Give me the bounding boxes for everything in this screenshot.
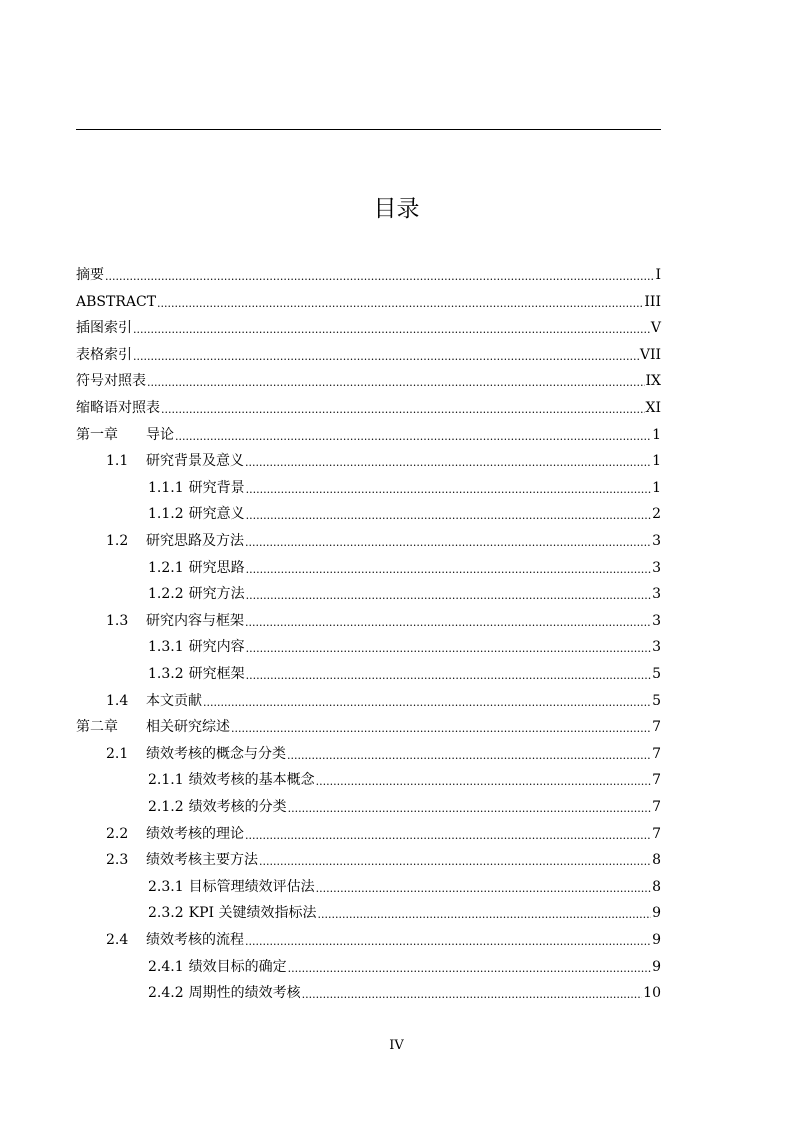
toc-entry[interactable] xyxy=(76,714,661,740)
toc-entry-number: 2.4.2 xyxy=(148,985,184,1002)
toc-entry-page: 8 xyxy=(652,852,661,869)
dot-leader xyxy=(245,448,651,474)
toc-entry[interactable] xyxy=(76,262,661,288)
toc-entry[interactable] xyxy=(148,501,661,527)
toc-entry-title: 绩效考核主要方法 xyxy=(146,852,258,869)
dot-leader xyxy=(203,688,651,714)
toc-entry-title: 绩效目标的确定 xyxy=(188,958,287,975)
dot-leader xyxy=(246,555,651,581)
toc-entry-page: 7 xyxy=(652,799,661,815)
toc-entry[interactable] xyxy=(76,315,661,341)
dot-leader xyxy=(133,342,639,368)
dot-leader xyxy=(157,289,643,315)
toc-entry-title: 研究内容与框架 xyxy=(146,612,244,629)
toc-entry-title: 摘要 xyxy=(76,267,104,283)
toc-entry-number: 1.2.2 xyxy=(148,586,184,603)
dot-leader xyxy=(105,262,654,288)
toc-entry-page: 8 xyxy=(652,878,661,895)
toc-entry-title: 绩效考核的基本概念 xyxy=(188,772,315,789)
toc-entry-title: 研究思路及方法 xyxy=(146,533,244,549)
toc-entry-number: 2.4 xyxy=(106,932,129,948)
toc-entry-number: 1.1.1 xyxy=(148,479,184,496)
toc-entry-title: 表格索引 xyxy=(76,346,132,363)
toc-entry-number: 第一章 xyxy=(76,426,118,443)
toc-entry[interactable] xyxy=(106,741,661,767)
toc-entry-number: 1.1.2 xyxy=(148,506,184,523)
toc-entry[interactable] xyxy=(106,927,661,953)
dot-leader xyxy=(245,528,651,554)
toc-entry[interactable] xyxy=(106,448,661,474)
toc-entry[interactable] xyxy=(148,794,661,820)
toc-entry[interactable] xyxy=(148,767,661,793)
dot-leader xyxy=(288,954,651,980)
toc-entry-number: 2.1.2 xyxy=(148,799,184,815)
toc-entry-number: 1.3.2 xyxy=(148,666,184,682)
toc-entry-title: 研究内容 xyxy=(188,639,245,656)
toc-entry-page: 9 xyxy=(652,932,661,948)
toc-entry-number: 1.4 xyxy=(106,692,129,709)
toc-entry-number: 2.3.2 xyxy=(148,905,184,922)
dot-leader xyxy=(245,821,651,847)
toc-entry-page: 1 xyxy=(652,453,661,470)
toc-entry-title: 研究背景 xyxy=(188,479,245,496)
toc-entry-page: 7 xyxy=(652,772,661,789)
toc-entry[interactable] xyxy=(148,555,661,581)
toc-entry[interactable] xyxy=(148,634,661,660)
page-title: 目录 xyxy=(373,196,420,222)
toc-entry-number: 1.2.1 xyxy=(148,559,184,576)
toc-entry-number: 2.3.1 xyxy=(148,878,184,895)
dot-leader xyxy=(317,900,651,926)
toc-entry[interactable] xyxy=(148,475,661,501)
toc-entry-page: 3 xyxy=(652,612,661,629)
toc-entry[interactable] xyxy=(76,289,661,315)
toc-entry-number: 2.4.1 xyxy=(148,958,184,975)
dot-leader xyxy=(161,395,645,421)
dot-leader xyxy=(316,874,651,900)
dot-leader xyxy=(288,794,651,820)
toc-entry-number: 1.2 xyxy=(106,533,129,549)
toc-entry-number: 1.1 xyxy=(106,453,129,470)
toc-entry[interactable] xyxy=(76,422,661,448)
toc-entry-page: V xyxy=(650,320,661,337)
toc-entry-page: 7 xyxy=(652,745,661,762)
dot-leader xyxy=(133,315,650,341)
toc-entry-title: 绩效考核的分类 xyxy=(188,799,287,815)
dot-leader xyxy=(245,927,651,953)
toc-entry-number: 2.1 xyxy=(106,745,129,762)
toc-entry-number: 1.3 xyxy=(106,612,129,629)
toc-entry-page: 9 xyxy=(652,905,661,922)
toc-entry-title: 研究背景及意义 xyxy=(146,453,244,470)
toc-entry-title: 周期性的绩效考核 xyxy=(188,985,301,1002)
toc-entry-page: 7 xyxy=(652,719,661,736)
toc-entry-page: VII xyxy=(639,346,661,363)
toc-entry-page: IX xyxy=(645,373,661,390)
dot-leader xyxy=(246,501,651,527)
toc-entry-title: 绩效考核的流程 xyxy=(146,932,244,948)
dot-leader xyxy=(245,608,651,634)
toc-entry-page: 5 xyxy=(652,666,661,682)
toc-entry-title: 缩略语对照表 xyxy=(76,400,160,416)
toc-entry-number: 2.2 xyxy=(106,825,129,842)
toc-entry-title: 插图索引 xyxy=(76,320,132,337)
toc-entry[interactable] xyxy=(148,874,661,900)
dot-leader xyxy=(259,847,651,873)
toc-entry-page: XI xyxy=(645,400,661,416)
toc-entry[interactable] xyxy=(148,980,661,1006)
dot-leader xyxy=(287,741,651,767)
toc-entry-page: 3 xyxy=(652,639,661,656)
toc-entry[interactable] xyxy=(76,368,661,394)
toc-entry[interactable] xyxy=(106,608,661,634)
toc-entry-page: 3 xyxy=(652,586,661,603)
page-number: IV xyxy=(389,1038,404,1053)
dot-leader xyxy=(231,714,651,740)
toc-entry-page: 10 xyxy=(643,985,661,1002)
toc-entry-title: 研究框架 xyxy=(188,666,245,682)
toc-entry-title: ABSTRACT xyxy=(76,293,157,310)
toc-entry-number: 2.3 xyxy=(106,852,129,869)
dot-leader xyxy=(175,422,651,448)
dot-leader xyxy=(246,634,651,660)
toc-entry[interactable] xyxy=(148,581,661,607)
toc-entry-title: 相关研究综述 xyxy=(146,719,230,736)
toc-entry-title: KPI 关键绩效指标法 xyxy=(188,905,317,922)
toc-entry-page: I xyxy=(655,267,661,283)
toc-entry-page: 5 xyxy=(652,692,661,709)
dot-leader xyxy=(302,980,643,1006)
header-rule xyxy=(76,129,661,130)
toc-entry[interactable] xyxy=(76,342,661,368)
dot-leader xyxy=(147,368,645,394)
toc-entry-title: 本文贡献 xyxy=(146,692,202,709)
toc-entry-page: 1 xyxy=(652,479,661,496)
toc-entry-page: 2 xyxy=(652,506,661,523)
toc-entry-page: 3 xyxy=(652,533,661,549)
toc-entry-page: III xyxy=(644,293,661,310)
dot-leader xyxy=(246,581,651,607)
toc-entry[interactable] xyxy=(148,900,661,926)
toc-entry-title: 符号对照表 xyxy=(76,373,146,390)
toc-entry-page: 3 xyxy=(652,559,661,576)
toc-entry[interactable] xyxy=(148,661,661,687)
toc-entry[interactable] xyxy=(106,847,661,873)
dot-leader xyxy=(316,767,651,793)
toc-entry-number: 第二章 xyxy=(76,719,118,736)
toc-entry-title: 研究方法 xyxy=(188,586,245,603)
toc-entry-page: 9 xyxy=(652,958,661,975)
toc-entry-title: 目标管理绩效评估法 xyxy=(188,878,315,895)
toc-entry-number: 2.1.1 xyxy=(148,772,184,789)
toc-entry-title: 研究思路 xyxy=(188,559,245,576)
dot-leader xyxy=(246,475,651,501)
toc-entry-title: 绩效考核的概念与分类 xyxy=(146,745,286,762)
toc-entry[interactable] xyxy=(106,688,661,714)
toc-entry-page: 1 xyxy=(652,426,661,443)
toc-entry[interactable] xyxy=(148,954,661,980)
toc-entry-title: 绩效考核的理论 xyxy=(146,825,244,842)
dot-leader xyxy=(246,661,651,687)
toc-entry[interactable] xyxy=(106,528,661,554)
toc-entry-number: 1.3.1 xyxy=(148,639,184,656)
toc-entry-title: 研究意义 xyxy=(188,506,245,523)
toc-entry[interactable] xyxy=(76,395,661,421)
toc-entry-page: 7 xyxy=(652,825,661,842)
toc-entry-title: 导论 xyxy=(146,426,174,443)
toc-entry[interactable] xyxy=(106,821,661,847)
